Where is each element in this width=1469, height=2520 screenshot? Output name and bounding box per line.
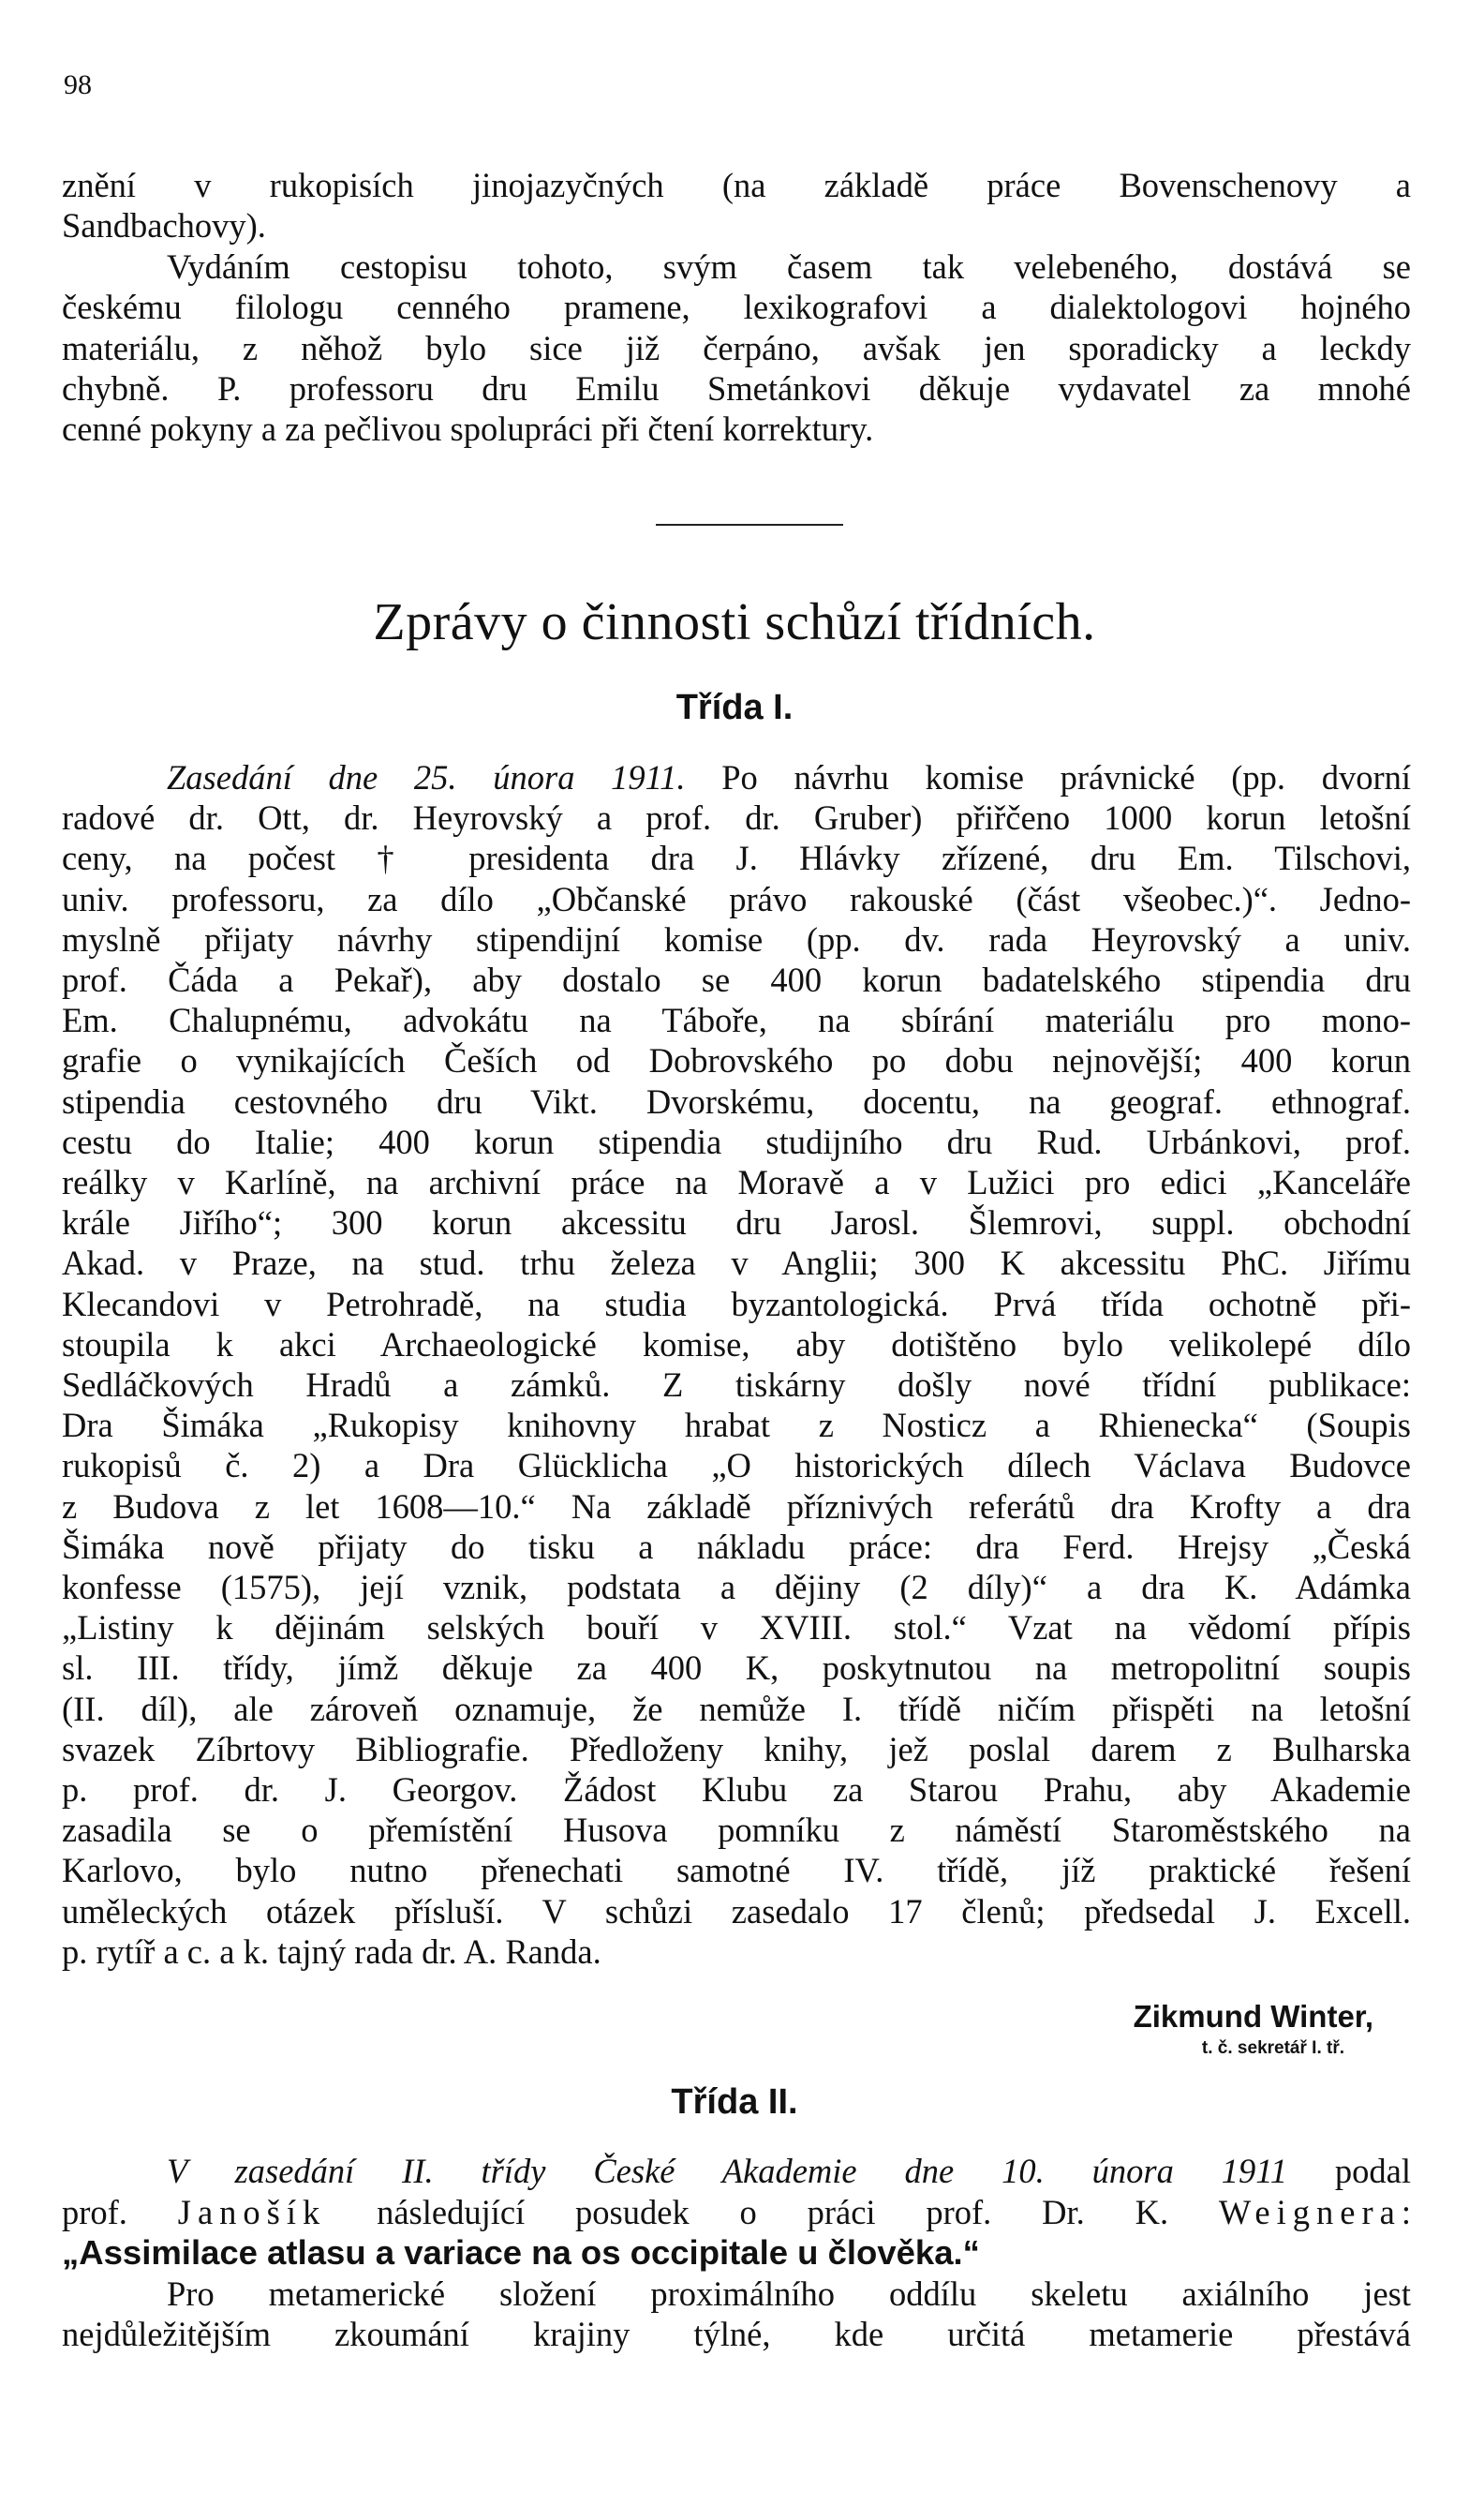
text-line: Karlovo, bylo nutno přenechati samotné IV. třídě, jíž praktické řešení [62,1851,1411,1890]
text-line: Sedláčkových Hradů a zámků. Z tiskárny došly nové třídní publikace: [62,1365,1411,1405]
text-line: stoupila k akci Archaeologické komise, aby dotištěno bylo velikolepé dílo [62,1324,1411,1364]
text-line: ceny, na počest † presidenta dra J. Hlávky zřízené, dru Em. Tilschovi, [62,839,1411,878]
text-line: Pro metamerické složení proximálního oddílu skeletu axiálního jest [167,2274,1411,2313]
text-line: radové dr. Ott, dr. Heyrovský a prof. dr. Gruber) přiřčeno 1000 korun letošní [62,798,1411,838]
author-name: Janošík [177,2192,327,2231]
text-line: Akad. v Praze, na stud. trhu železa v Anglii; 300 K akcessitu PhC. Jiřímu [62,1244,1411,1283]
text-line: „Listiny k dějinám selských bouří v XVIII. stol.“ Vzat na vědomí přípis [62,1608,1411,1648]
text-line: nejdůležitějším zkoumání krajiny týlné, kde určitá metamerie přestává [62,2315,1411,2353]
text-line: prof. Janošík následující posudek o práci prof. Dr. K. Weignera: [62,2192,1411,2231]
text-line: p. prof. dr. J. Georgov. Žádost Klubu za Starou Prahu, aby Akademie [62,1770,1411,1810]
text-line: materiálu, z něhož bylo sice již čerpáno, avšak jen sporadicky a leckdy [62,328,1411,367]
text-line: stipendia cestovného dru Vikt. Dvorskému, docentu, na geograf. ethnograf. [62,1081,1411,1121]
text-line: sl. III. třídy, jímž děkuje za 400 K, poskytnutou na metropolitní soupis [62,1648,1411,1688]
work-title: „Assimilace atlasu a variace na os occipitale u člověka.“ [62,2233,980,2272]
text-line: grafie o vynikajících Češích od Dobrovského po dobu nejnovější; 400 korun [62,1041,1411,1081]
section-divider [656,524,843,526]
author-name: Weignera [1218,2192,1402,2231]
text-line: Em. Chalupnému, advokátu na Táboře, na sbírání materiálu pro mono- [62,1001,1411,1040]
class2-heading: Třída II. [671,2082,798,2122]
text-line: rukopisů č. 2) a Dra Glücklicha „O historických dílech Václava Budovce [62,1446,1411,1485]
page-number: 98 [64,69,92,100]
text-line: (II. díl), ale zároveň oznamuje, že nemůže I. třídě ničím přispěti na letošní [62,1689,1411,1728]
text-line: p. rytíř a c. a k. tajný rada dr. A. Randa. [62,1931,601,1971]
text-line: univ. professoru, za dílo „Občanské právo rakouské (část všeobec.)“. Jedno- [62,879,1411,918]
text-line: znění v rukopisích jinojazyčných (na základě práce Bovenschenovy a [62,166,1411,204]
text-line: krále Jiřího“; 300 korun akcessitu dru Jarosl. Šlemrovi, suppl. obchodní [62,1203,1411,1243]
text-line: uměleckých otázek přísluší. V schůzi zasedalo 17 členů; předsedal J. Excell. [62,1891,1411,1931]
text-line: Vydáním cestopisu tohoto, svým časem tak velebeného, dostává se [167,246,1411,286]
text-line: zasadila se o přemístění Husova pomníku z náměstí Staroměstského na [62,1811,1411,1850]
class1-report [62,757,1411,1972]
class1-heading: Třída I. [675,688,794,727]
text-line: reálky v Karlíně, na archivní práce na Moravě a v Lužici pro edici „Kanceláře [62,1163,1411,1202]
signature-role: t. č. sekretář I. tř. [1201,2038,1344,2058]
text-line: chybně. P. professoru dru Emilu Smetánkovi děkuje vydavatel za mnohé [62,369,1411,409]
text-line: českému filologu cenného pramene, lexikografovi a dialektologovi hojného [62,288,1411,327]
text-line: Klecandovi v Petrohradě, na studia byzantologická. Prvá třída ochotně při- [62,1284,1411,1323]
text-line: cenné pokyny a za pečlivou spolupráci při čtení korrektury. [62,410,874,449]
text-line: cestu do Italie; 400 korun stipendia studijního dru Rud. Urbánkovi, prof. [62,1122,1411,1161]
meeting-date: V zasedání II. třídy České Akademie dne 10. února 1911 [167,2152,1288,2190]
text-line: konfesse (1575), její vznik, podstata a dějiny (2 díly)“ a dra K. Adámka [62,1568,1411,1607]
class2-report [62,2151,1411,2355]
meeting-date: Zasedání dne 25. února 1911. [167,758,686,797]
text-line: myslně přijaty návrhy stipendijní komise (pp. dv. rada Heyrovský a univ. [62,919,1411,959]
intro-paragraph [62,165,1411,450]
text-line: Zasedání dne 25. února 1911. Po návrhu komise právnické (pp. dvorní [167,758,1411,797]
text-line: z Budova z let 1608—10.“ Na základě příznivých referátů dra Krofty a dra [62,1486,1411,1526]
text-line: svazek Zíbrtovy Bibliografie. Předloženy knihy, jež poslal darem z Bulharska [62,1729,1411,1768]
text-line: Šimáka nově přijaty do tisku a nákladu práce: dra Ferd. Hrejsy „Česká [62,1527,1411,1566]
text-line: Sandbachovy). [62,206,266,246]
signature-name: Zikmund Winter, [1133,1999,1373,2034]
text-line: Dra Šimáka „Rukopisy knihovny hrabat z Nosticz a Rhienecka“ (Soupis [62,1406,1411,1445]
text-line: prof. Čáda a Pekař), aby dostalo se 400 korun badatelského stipendia dru [62,961,1411,1000]
text-line: V zasedání II. třídy České Akademie dne 10. února 1911 podal [167,2152,1411,2190]
section-title: Zprávy o činnosti schůzí třídních. [373,593,1096,651]
